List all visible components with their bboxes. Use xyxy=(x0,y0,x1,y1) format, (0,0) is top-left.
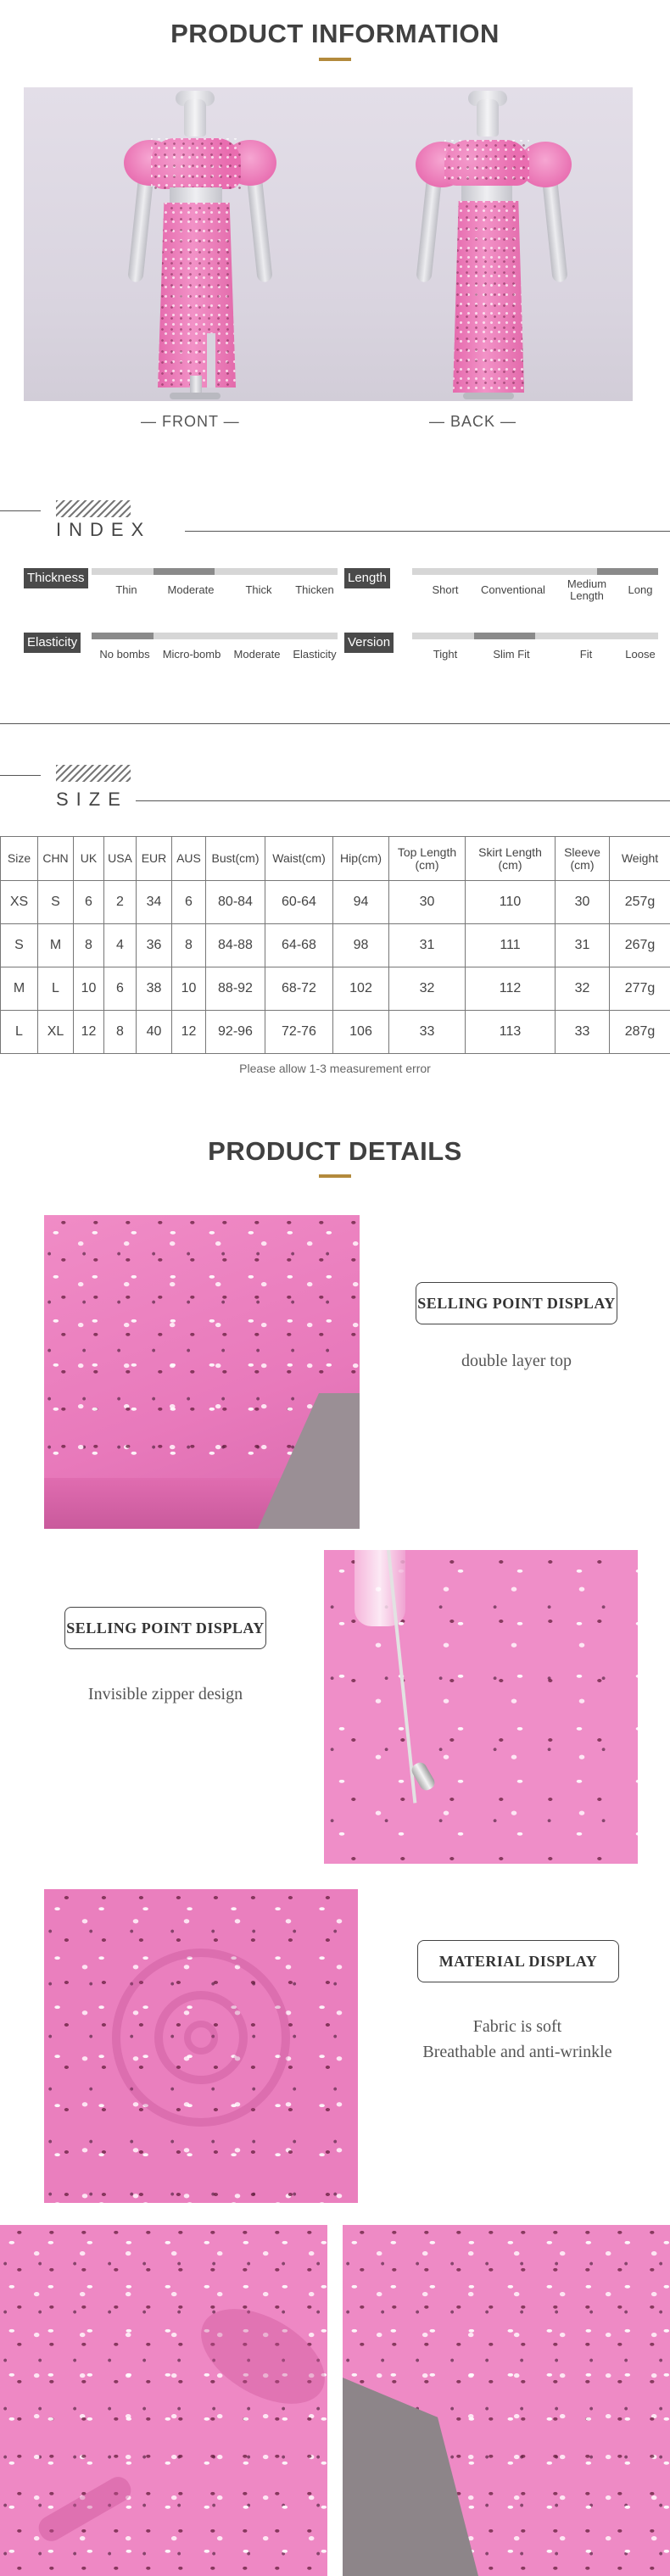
version-seg-1 xyxy=(474,633,536,639)
size-cell: 111 xyxy=(466,924,556,967)
detail-image-zipper xyxy=(324,1550,638,1864)
elasticity-seg-0 xyxy=(92,633,154,639)
size-cell: 8 xyxy=(74,924,104,967)
size-cell: 88-92 xyxy=(206,967,265,1011)
size-cell: 2 xyxy=(104,881,137,924)
thickness-seg-1 xyxy=(154,568,215,575)
size-cell: 10 xyxy=(74,967,104,1011)
table-row xyxy=(1,1011,670,1054)
size-cell: 92-96 xyxy=(206,1011,265,1054)
length-bar xyxy=(412,568,658,575)
length-opt-1: Conventional xyxy=(481,583,545,596)
selling-point-text-2: Invisible zipper design xyxy=(87,1685,243,1703)
size-cell: 10 xyxy=(172,967,206,1011)
front-label: — FRONT — xyxy=(141,413,240,430)
size-cell: 72-76 xyxy=(265,1011,333,1054)
length-tag: Length xyxy=(344,568,390,588)
table-row xyxy=(1,881,670,924)
size-cell: 267g xyxy=(610,924,670,967)
thickness-seg-2 xyxy=(215,568,276,575)
product-information-title: PRODUCT INFORMATION xyxy=(170,19,500,48)
detail-image-sleeve xyxy=(0,2225,327,2576)
header-cell: Hip(cm) xyxy=(333,837,389,881)
length-seg-3 xyxy=(597,568,659,575)
version-opt-1: Slim Fit xyxy=(493,648,530,661)
size-cell: 94 xyxy=(333,881,389,924)
back-label: — BACK — xyxy=(429,413,517,430)
detail-image-top xyxy=(44,1215,360,1529)
size-cell: M xyxy=(1,967,38,1011)
thickness-opt-3: Thicken xyxy=(295,583,334,596)
size-cell: 32 xyxy=(556,967,610,1011)
selling-point-box-1: SELLING POINT DISPLAY xyxy=(416,1282,617,1324)
thickness-tag: Thickness xyxy=(24,568,88,588)
length-seg-0 xyxy=(412,568,474,575)
version-tag: Version xyxy=(344,633,394,653)
size-cell: 38 xyxy=(137,967,172,1011)
header-cell: Weight xyxy=(610,837,670,881)
size-cell: 257g xyxy=(610,881,670,924)
index-label: INDEX xyxy=(56,519,152,540)
length-seg-2 xyxy=(535,568,597,575)
size-table xyxy=(0,836,670,1054)
size-cell: 30 xyxy=(389,881,466,924)
size-cell: 110 xyxy=(466,881,556,924)
header-cell: Sleeve (cm) xyxy=(556,837,610,881)
size-cell: M xyxy=(38,924,74,967)
header-cell: Size xyxy=(1,837,38,881)
header-cell: Bust(cm) xyxy=(206,837,265,881)
size-cell: XS xyxy=(1,881,38,924)
size-cell: 80-84 xyxy=(206,881,265,924)
elasticity-bar xyxy=(92,633,338,639)
size-cell: 60-64 xyxy=(265,881,333,924)
size-cell: 31 xyxy=(389,924,466,967)
size-cell: 6 xyxy=(172,881,206,924)
elasticity-seg-2 xyxy=(215,633,276,639)
size-cell: S xyxy=(38,881,74,924)
header-cell: UK xyxy=(74,837,104,881)
version-seg-3 xyxy=(597,633,659,639)
detail-image-hem xyxy=(343,2225,670,2576)
size-cell: 8 xyxy=(104,1011,137,1054)
version-opt-0: Tight xyxy=(433,648,458,661)
version-bar xyxy=(412,633,658,639)
table-row xyxy=(1,924,670,967)
size-cell: 34 xyxy=(137,881,172,924)
header-cell: EUR xyxy=(137,837,172,881)
size-cell: 8 xyxy=(172,924,206,967)
product-photo xyxy=(24,87,633,401)
length-seg-1 xyxy=(474,568,536,575)
size-cell: 112 xyxy=(466,967,556,1011)
back-mannequin xyxy=(329,87,633,401)
size-cell: 6 xyxy=(104,967,137,1011)
size-cell: XL xyxy=(38,1011,74,1054)
size-cell: S xyxy=(1,924,38,967)
size-cell: 4 xyxy=(104,924,137,967)
size-cell: L xyxy=(1,1011,38,1054)
elasticity-opt-3: Elasticity xyxy=(293,648,337,661)
size-cell: 277g xyxy=(610,967,670,1011)
version-opt-3: Loose xyxy=(625,648,656,661)
material-box: MATERIAL DISPLAY xyxy=(417,1940,619,1982)
header-cell: CHN xyxy=(38,837,74,881)
index-rule-left xyxy=(0,510,41,511)
thickness-seg-0 xyxy=(92,568,154,575)
size-cell: 32 xyxy=(389,967,466,1011)
size-cell: 36 xyxy=(137,924,172,967)
version-opt-2: Fit xyxy=(579,648,593,661)
size-hatch xyxy=(56,765,131,782)
elasticity-opt-1: Micro-bomb xyxy=(162,648,221,661)
details-underline xyxy=(319,1174,351,1178)
product-details-title: PRODUCT DETAILS xyxy=(208,1136,462,1166)
selling-point-box-2: SELLING POINT DISPLAY xyxy=(64,1607,266,1649)
index-hatch xyxy=(56,500,131,517)
header-cell: USA xyxy=(104,837,137,881)
size-cell: 12 xyxy=(74,1011,104,1054)
measurement-note: Please allow 1-3 measurement error xyxy=(239,1062,431,1075)
size-header-row xyxy=(1,837,670,881)
elasticity-seg-3 xyxy=(276,633,338,639)
header-cell: AUS xyxy=(172,837,206,881)
table-row xyxy=(1,967,670,1011)
size-cell: 287g xyxy=(610,1011,670,1054)
size-cell: 33 xyxy=(389,1011,466,1054)
header-cell: Top Length (cm) xyxy=(389,837,466,881)
size-cell: 98 xyxy=(333,924,389,967)
header-cell: Skirt Length (cm) xyxy=(466,837,556,881)
thickness-bar xyxy=(92,568,338,575)
size-cell: L xyxy=(38,967,74,1011)
elasticity-tag: Elasticity xyxy=(24,633,81,653)
size-cell: 64-68 xyxy=(265,924,333,967)
length-opt-2: Medium Length xyxy=(567,577,607,602)
thickness-opt-2: Thick xyxy=(245,583,272,596)
size-cell: 106 xyxy=(333,1011,389,1054)
length-opt-0: Short xyxy=(432,583,459,596)
size-cell: 68-72 xyxy=(265,967,333,1011)
divider xyxy=(0,723,670,724)
elasticity-opt-0: No bombs xyxy=(99,648,150,661)
size-cell: 113 xyxy=(466,1011,556,1054)
selling-point-text-1: double layer top xyxy=(461,1352,572,1370)
size-cell: 30 xyxy=(556,881,610,924)
length-opt-3: Long xyxy=(628,583,653,596)
size-cell: 40 xyxy=(137,1011,172,1054)
thickness-opt-1: Moderate xyxy=(167,583,215,596)
version-seg-2 xyxy=(535,633,597,639)
size-rule-left xyxy=(0,775,41,776)
header-cell: Waist(cm) xyxy=(265,837,333,881)
elasticity-opt-2: Moderate xyxy=(233,648,281,661)
index-rule-right xyxy=(185,531,670,532)
size-cell: 6 xyxy=(74,881,104,924)
title-underline xyxy=(319,58,351,61)
front-mannequin xyxy=(24,87,363,401)
thickness-opt-0: Thin xyxy=(115,583,137,596)
size-cell: 33 xyxy=(556,1011,610,1054)
size-label: SIZE xyxy=(56,789,128,810)
size-cell: 84-88 xyxy=(206,924,265,967)
material-text: Fabric is soft Breathable and anti-wrinkle xyxy=(422,2017,612,2061)
size-cell: 12 xyxy=(172,1011,206,1054)
size-rule-right xyxy=(136,800,670,801)
elasticity-seg-1 xyxy=(154,633,215,639)
version-seg-0 xyxy=(412,633,474,639)
size-cell: 102 xyxy=(333,967,389,1011)
size-cell: 31 xyxy=(556,924,610,967)
detail-image-fabric xyxy=(44,1889,358,2203)
thickness-seg-3 xyxy=(276,568,338,575)
